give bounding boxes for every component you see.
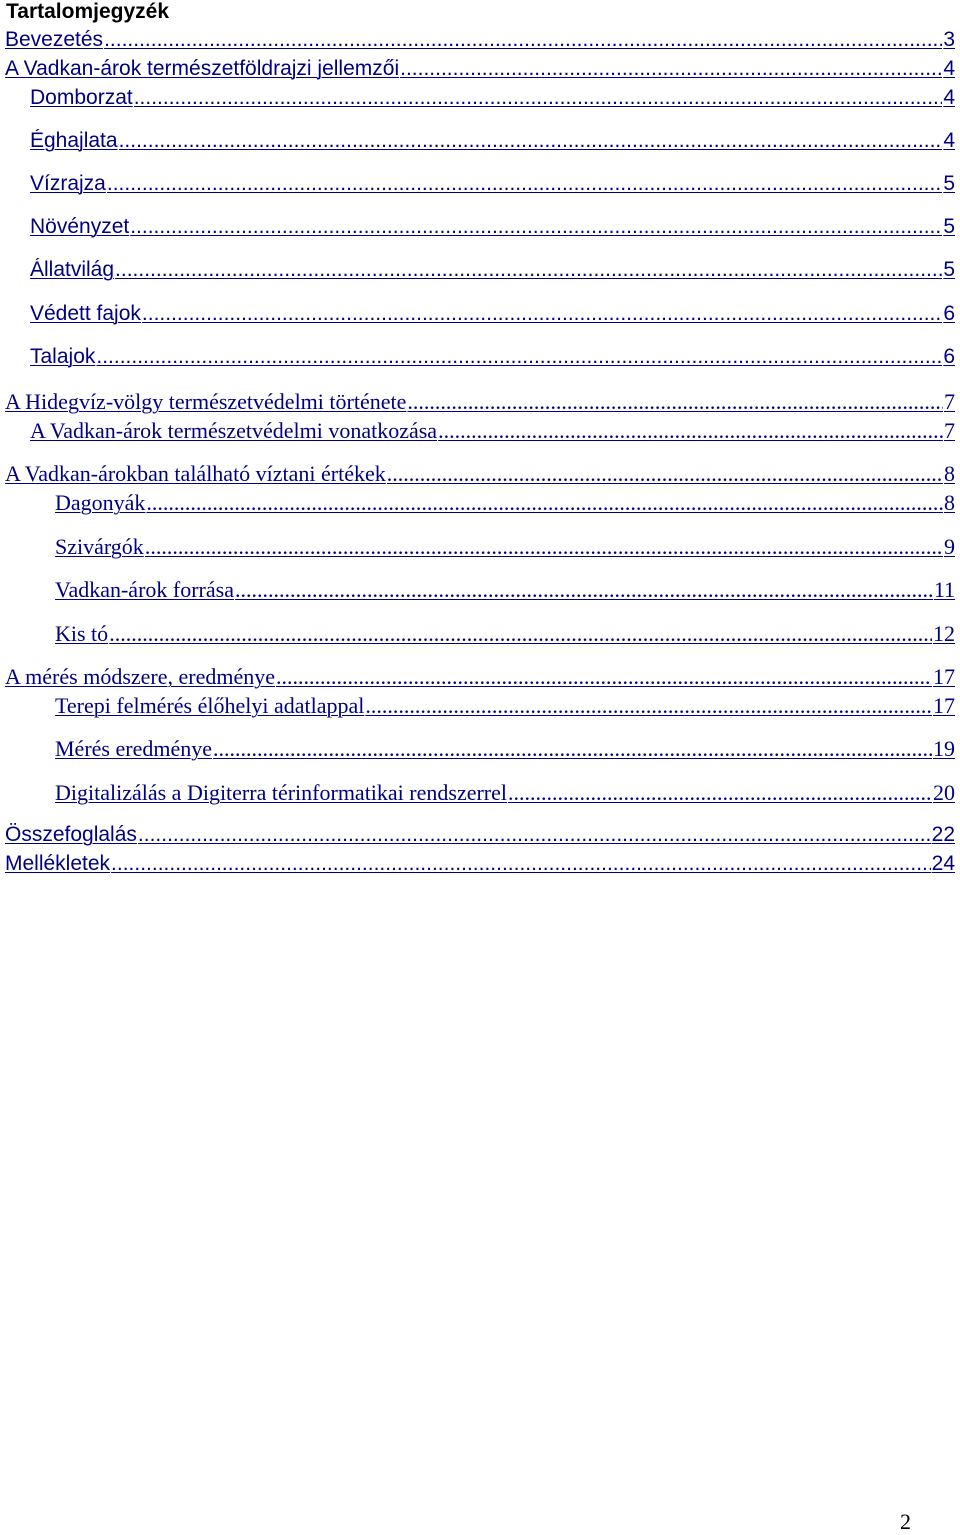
toc-entry-kis-to[interactable] (55, 621, 955, 647)
toc-entry-label: A mérés módszere, eredménye (5, 664, 275, 689)
toc-entry-page: 7 (944, 418, 955, 443)
toc-entry-page: 9 (944, 534, 955, 559)
toc-entry-digitalizalas[interactable] (55, 780, 955, 806)
toc-entry-page: 4 (943, 57, 955, 80)
toc-entry-meres-eredmenye[interactable] (55, 736, 955, 762)
toc-entry-label: Digitalizálás a Digiterra térinformatikai rendszerrel (55, 780, 508, 805)
toc-entry-page: 5 (943, 258, 955, 281)
toc-entry-eghajlata[interactable] (30, 129, 955, 155)
toc-entry-page: 17 (933, 664, 955, 689)
toc-entry-dagonyak[interactable] (55, 490, 955, 516)
toc-entry-osszefoglalas[interactable] (5, 823, 955, 849)
toc-dot-leader (235, 577, 933, 603)
toc-dot-leader (145, 534, 943, 560)
toc-dot-leader (508, 780, 932, 806)
toc-entry-domborzat[interactable] (30, 86, 955, 112)
toc-entry-page: 7 (944, 389, 955, 414)
toc-entry-novenyzet[interactable] (30, 215, 955, 241)
toc-entry-page: 3 (943, 28, 955, 51)
toc-entry-page: 5 (943, 215, 955, 238)
toc-entry-page: 8 (944, 490, 955, 515)
toc-dot-leader (111, 852, 931, 876)
toc-entry-page: 22 (931, 823, 955, 846)
toc-dot-leader (130, 215, 942, 239)
toc-dot-leader (276, 664, 932, 690)
toc-entry-termeszetvedelmi-vonatkozasa[interactable] (30, 418, 955, 444)
toc-entry-label: Állatvilág (30, 258, 115, 281)
toc-entry-label: Dagonyák (55, 490, 146, 515)
toc-entry-label: Vadkan-árok forrása (55, 577, 234, 602)
toc-entry-termeszetfoldrajzi-jellemzoi[interactable] (5, 57, 955, 83)
toc-dot-leader (400, 57, 942, 81)
toc-entry-bevezetes[interactable] (5, 28, 955, 54)
toc-dot-leader (104, 28, 942, 52)
toc-dot-leader (107, 172, 942, 196)
toc-entry-page: 8 (944, 461, 955, 486)
toc-dot-leader (119, 129, 943, 153)
toc-entry-label: Kis tó (55, 621, 109, 646)
toc-entry-mellekletek[interactable] (5, 852, 955, 878)
toc-entry-label: Bevezetés (5, 28, 104, 51)
toc-entry-label: Védett fajok (30, 302, 141, 325)
toc-entry-label: A Vadkan-árok természetvédelmi vonatkozása (30, 418, 438, 443)
toc-entry-page: 20 (933, 780, 955, 805)
toc-entry-talajok[interactable] (30, 345, 955, 371)
toc-entry-page: 12 (933, 621, 955, 646)
toc-entry-label: Szivárgók (55, 534, 144, 559)
toc-entry-hidegviz-volgy[interactable] (5, 389, 955, 415)
toc-entry-label: A Vadkan-árokban található víztani értékek (5, 461, 386, 486)
toc-entry-szivargok[interactable] (55, 534, 955, 560)
toc-entry-page: 5 (943, 172, 955, 195)
toc-entry-label: Mellékletek (5, 852, 111, 875)
toc-entry-page: 17 (933, 693, 955, 718)
toc-dot-leader (438, 418, 943, 444)
toc-entry-label: Növényzet (30, 215, 130, 238)
toc-dot-leader (213, 736, 932, 762)
toc-dot-leader (387, 461, 943, 487)
toc-entry-page: 4 (943, 86, 955, 109)
toc-dot-leader (96, 345, 942, 369)
toc-entry-vadkan-arok-forrasa[interactable] (55, 577, 955, 603)
toc-entry-label: A Vadkan-árok természetföldrajzi jellemzői (5, 57, 400, 80)
toc-dot-leader (134, 86, 943, 110)
toc-title: Tartalomjegyzék (6, 0, 170, 23)
toc-entry-label: Terepi felmérés élőhelyi adatlappal (55, 693, 365, 718)
toc-entry-allatvilag[interactable] (30, 258, 955, 284)
toc-entry-viztani-ertekek[interactable] (5, 461, 955, 487)
toc-entry-label: Domborzat (30, 86, 133, 109)
toc-entry-label: Összefoglalás (5, 823, 137, 846)
toc-entry-meres-modszere[interactable] (5, 664, 955, 690)
toc-entry-vedett-fajok[interactable] (30, 302, 955, 328)
toc-entry-page: 6 (943, 302, 955, 325)
toc-entry-page: 6 (943, 345, 955, 368)
toc-entry-page: 11 (933, 577, 955, 602)
toc-entry-page: 4 (943, 129, 955, 152)
toc-entry-page: 19 (933, 736, 955, 761)
toc-entry-label: A Hidegvíz-völgy természetvédelmi története (5, 389, 407, 414)
toc-entry-terepi-felmeres[interactable] (55, 693, 955, 719)
toc-dot-leader (146, 490, 943, 516)
page-number: 2 (900, 1509, 911, 1534)
toc-dot-leader (115, 258, 942, 282)
toc-entry-label: Vízrajza (30, 172, 106, 195)
toc-dot-leader (407, 389, 943, 415)
toc-entry-label: Talajok (30, 345, 96, 368)
toc-dot-leader (138, 823, 931, 847)
toc-dot-leader (109, 621, 932, 647)
toc-entry-vizrajza[interactable] (30, 172, 955, 198)
toc-dot-leader (365, 693, 932, 719)
toc-dot-leader (142, 302, 942, 326)
toc-entry-page: 24 (931, 852, 955, 875)
toc-entry-label: Mérés eredménye (55, 736, 212, 761)
toc-entry-label: Éghajlata (30, 129, 118, 152)
